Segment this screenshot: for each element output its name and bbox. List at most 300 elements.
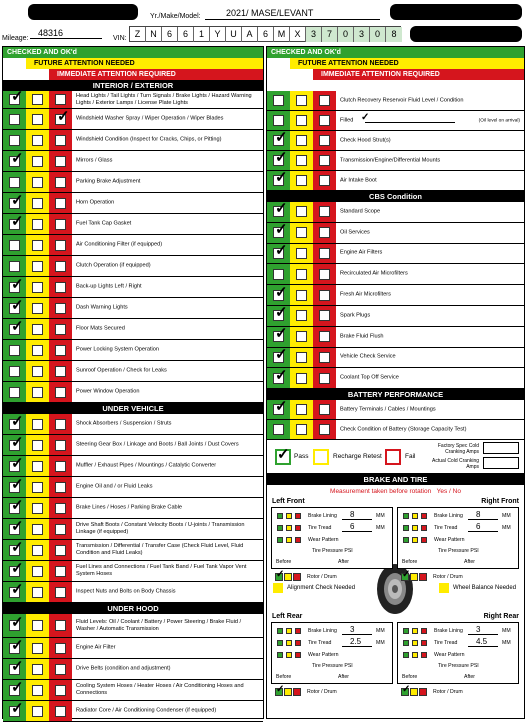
immediate-checkbox[interactable] bbox=[319, 95, 330, 106]
checklist-item-label: Filled bbox=[340, 117, 354, 123]
ok-checkbox[interactable] bbox=[9, 261, 20, 272]
ok-checkbox[interactable] bbox=[9, 240, 20, 251]
measurement-label: Measurement taken before rotation bbox=[330, 488, 432, 496]
ok-checkbox[interactable] bbox=[403, 652, 409, 658]
future-checkbox[interactable] bbox=[32, 261, 43, 272]
immediate-checkbox[interactable] bbox=[421, 537, 427, 543]
immediate-checkbox[interactable] bbox=[55, 461, 66, 472]
immediate-checkbox[interactable] bbox=[55, 706, 66, 717]
future-rotor-checkbox[interactable] bbox=[284, 688, 292, 696]
future-checkbox[interactable] bbox=[32, 643, 43, 654]
immediate-checkbox[interactable] bbox=[319, 227, 330, 238]
future-checkbox[interactable] bbox=[32, 282, 43, 293]
ok-checkbox[interactable] bbox=[273, 283, 288, 301]
future-checkbox[interactable] bbox=[296, 206, 307, 217]
immediate-checkbox[interactable] bbox=[55, 94, 66, 105]
immediate-column bbox=[49, 435, 72, 455]
immediate-checkbox[interactable] bbox=[55, 387, 66, 398]
actual-cca-box[interactable] bbox=[483, 457, 519, 469]
checklist-row bbox=[3, 701, 263, 722]
checklist-row bbox=[3, 680, 263, 701]
future-checkbox[interactable] bbox=[32, 387, 43, 398]
immediate-checkbox[interactable] bbox=[55, 482, 66, 493]
ok-column bbox=[3, 414, 26, 434]
future-checkbox[interactable] bbox=[32, 461, 43, 472]
immediate-checkbox[interactable] bbox=[421, 513, 427, 519]
ok-column bbox=[3, 456, 26, 476]
ok-column bbox=[3, 477, 26, 497]
immediate-column bbox=[49, 477, 72, 497]
future-checkbox[interactable] bbox=[32, 345, 43, 356]
vin-char: 3 bbox=[354, 27, 370, 42]
after-label: After bbox=[464, 674, 475, 681]
immediate-checkbox[interactable] bbox=[55, 282, 66, 293]
wheel-balance-label: Wheel Balance Needed bbox=[453, 585, 517, 592]
check-icon: ✓ bbox=[361, 111, 370, 123]
check-icon: ✓ bbox=[11, 614, 24, 631]
future-checkbox[interactable] bbox=[296, 352, 307, 363]
ok-checkbox[interactable] bbox=[273, 241, 288, 259]
future-checkbox[interactable] bbox=[32, 685, 43, 696]
future-checkbox[interactable] bbox=[412, 513, 418, 519]
factory-cca-box[interactable] bbox=[483, 442, 519, 454]
tire-block-lr bbox=[271, 622, 393, 684]
immediate-checkbox[interactable] bbox=[295, 525, 301, 531]
fail-legend-box bbox=[385, 449, 401, 465]
immediate-checkbox[interactable] bbox=[295, 652, 301, 658]
future-checkbox[interactable] bbox=[32, 706, 43, 717]
checklist-item-label: Dash Warning Lights bbox=[76, 304, 128, 311]
immediate-column bbox=[49, 91, 72, 108]
ok-column bbox=[3, 361, 26, 381]
mileage-label: Mileage: bbox=[2, 35, 29, 42]
check-icon: ✓ bbox=[11, 636, 24, 654]
check-icon: ✓ bbox=[275, 325, 288, 343]
checklist-item-label: Fluid Levels: Oil / Coolant / Battery / Power Steering / Brake Fluid / Washer / Automatic Transmission bbox=[76, 618, 242, 632]
ok-checkbox[interactable] bbox=[9, 88, 24, 105]
future-checkbox[interactable] bbox=[286, 640, 292, 646]
ok-column bbox=[267, 420, 290, 439]
immediate-checkbox[interactable] bbox=[55, 440, 66, 451]
immediate-checkbox[interactable] bbox=[421, 628, 427, 634]
immediate-checkbox[interactable] bbox=[319, 352, 330, 363]
ok-checkbox[interactable] bbox=[9, 699, 24, 717]
ok-column bbox=[3, 614, 26, 637]
future-checkbox[interactable] bbox=[32, 664, 43, 675]
future-column bbox=[26, 109, 49, 129]
immediate-checkbox[interactable] bbox=[319, 175, 330, 186]
immediate-checkbox[interactable] bbox=[55, 643, 66, 654]
future-column bbox=[26, 151, 49, 171]
ok-checkbox[interactable] bbox=[9, 191, 24, 209]
future-checkbox[interactable] bbox=[296, 404, 307, 415]
checklist-row bbox=[3, 561, 263, 582]
ok-checkbox[interactable] bbox=[273, 200, 288, 218]
immediate-checkbox[interactable] bbox=[319, 248, 330, 259]
tire-measure-label: Brake Lining bbox=[434, 513, 463, 520]
future-checkbox[interactable] bbox=[286, 525, 292, 531]
checklist-row bbox=[3, 582, 263, 603]
future-checkbox[interactable] bbox=[412, 652, 418, 658]
tire-measure-value: 8 bbox=[476, 510, 481, 520]
check-icon: ✓ bbox=[11, 149, 24, 167]
ok-column bbox=[3, 382, 26, 402]
future-checkbox[interactable] bbox=[32, 135, 43, 146]
ok-rotor-checkbox[interactable] bbox=[401, 569, 411, 581]
future-checkbox[interactable] bbox=[32, 587, 43, 598]
immediate-checkbox[interactable] bbox=[319, 331, 330, 342]
section-header: INTERIOR / EXTERIOR bbox=[3, 80, 263, 91]
immediate-column bbox=[313, 171, 336, 190]
immediate-checkbox[interactable] bbox=[55, 219, 66, 230]
rotor-drum-label: Rotor / Drum bbox=[307, 574, 337, 581]
ok-checkbox[interactable] bbox=[9, 212, 24, 230]
immediate-checkbox[interactable] bbox=[55, 135, 66, 146]
immediate-checkbox[interactable] bbox=[55, 177, 66, 188]
immediate-checkbox[interactable] bbox=[55, 685, 66, 696]
checklist-item-label: Coolant Top Off Service bbox=[340, 374, 399, 381]
future-checkbox[interactable] bbox=[296, 227, 307, 238]
future-bar-right: FUTURE ATTENTION NEEDED bbox=[290, 58, 524, 69]
alignment-check-box[interactable] bbox=[273, 583, 283, 593]
future-checkbox[interactable] bbox=[296, 95, 307, 106]
tire-pressure-label: Tire Pressure PSI bbox=[312, 548, 353, 555]
checklist-row bbox=[3, 277, 263, 298]
ok-checkbox[interactable] bbox=[277, 537, 283, 543]
ok-checkbox[interactable] bbox=[403, 525, 409, 531]
future-checkbox[interactable] bbox=[32, 303, 43, 314]
future-rotor-checkbox[interactable] bbox=[410, 573, 418, 581]
checklist-row bbox=[267, 368, 524, 389]
checklist-row bbox=[267, 223, 524, 244]
checklist-item-label: Mirrors / Glass bbox=[76, 157, 113, 164]
wheel-balance-box[interactable] bbox=[439, 583, 449, 593]
check-icon: ✓ bbox=[11, 317, 24, 335]
ok-checkbox[interactable] bbox=[9, 559, 24, 577]
check-icon: ✓ bbox=[402, 684, 411, 696]
immediate-checkbox[interactable] bbox=[319, 373, 330, 384]
immediate-checkbox[interactable] bbox=[295, 628, 301, 634]
future-column bbox=[26, 519, 49, 539]
ok-checkbox[interactable] bbox=[9, 580, 24, 598]
immediate-checkbox[interactable] bbox=[319, 155, 330, 166]
immediate-column bbox=[49, 561, 72, 581]
ok-checkbox[interactable] bbox=[9, 412, 24, 430]
ok-checkbox[interactable] bbox=[273, 269, 284, 280]
immediate-checkbox[interactable] bbox=[319, 290, 330, 301]
check-icon: ✓ bbox=[275, 200, 288, 218]
ok-checkbox[interactable] bbox=[9, 296, 24, 314]
ok-checkbox[interactable] bbox=[9, 149, 24, 167]
immediate-checkbox[interactable] bbox=[319, 310, 330, 321]
future-column bbox=[290, 91, 313, 110]
future-checkbox[interactable] bbox=[32, 503, 43, 514]
immediate-checkbox[interactable] bbox=[55, 587, 66, 598]
ok-column bbox=[3, 519, 26, 539]
ok-rotor-checkbox[interactable] bbox=[275, 684, 285, 696]
immediate-checkbox[interactable] bbox=[295, 537, 301, 543]
future-checkbox[interactable] bbox=[286, 513, 292, 519]
future-checkbox[interactable] bbox=[286, 652, 292, 658]
future-column bbox=[26, 701, 49, 721]
future-checkbox[interactable] bbox=[412, 640, 418, 646]
ok-checkbox[interactable] bbox=[9, 496, 24, 514]
checklist-row bbox=[3, 659, 263, 680]
immediate-checkbox[interactable] bbox=[55, 303, 66, 314]
ok-checkbox[interactable] bbox=[273, 424, 284, 435]
checklist-item-label: Windshield Washer Spray / Wiper Operation / Wiper Blades bbox=[76, 115, 224, 122]
section-header: UNDER VEHICLE bbox=[3, 403, 263, 414]
future-checkbox[interactable] bbox=[32, 114, 43, 125]
ok-checkbox[interactable] bbox=[9, 177, 20, 188]
checklist-item-label: Standard Scope bbox=[340, 208, 381, 215]
check-icon: ✓ bbox=[275, 366, 288, 384]
ok-checkbox[interactable] bbox=[9, 387, 20, 398]
check-icon: ✓ bbox=[11, 678, 24, 696]
immediate-rotor-checkbox[interactable] bbox=[293, 688, 301, 696]
future-checkbox[interactable] bbox=[32, 419, 43, 430]
redacted-header-left bbox=[28, 4, 138, 20]
ok-checkbox[interactable] bbox=[277, 640, 283, 646]
future-checkbox[interactable] bbox=[32, 524, 43, 535]
immediate-checkbox[interactable] bbox=[55, 240, 66, 251]
tire-block-rf bbox=[397, 507, 519, 569]
future-checkbox[interactable] bbox=[32, 324, 43, 335]
checklist-row bbox=[3, 235, 263, 256]
ok-checkbox[interactable] bbox=[9, 114, 20, 125]
ok-checkbox[interactable] bbox=[273, 221, 288, 239]
ok-column bbox=[267, 91, 290, 110]
vin-char: 8 bbox=[386, 27, 402, 42]
rotor-drum-label: Rotor / Drum bbox=[433, 574, 463, 581]
future-column bbox=[26, 193, 49, 213]
ok-checkbox[interactable] bbox=[9, 135, 20, 146]
checklist-row bbox=[3, 130, 263, 151]
future-checkbox[interactable] bbox=[296, 269, 307, 280]
future-checkbox[interactable] bbox=[32, 366, 43, 377]
before-label: Before bbox=[276, 674, 292, 681]
future-column bbox=[26, 680, 49, 700]
vin-char: M bbox=[274, 27, 290, 42]
future-checkbox[interactable] bbox=[296, 424, 307, 435]
ok-column bbox=[267, 111, 290, 130]
immediate-checkbox[interactable] bbox=[319, 424, 330, 435]
ok-checkbox[interactable] bbox=[9, 678, 24, 696]
future-checkbox[interactable] bbox=[32, 482, 43, 493]
future-checkbox[interactable] bbox=[296, 373, 307, 384]
immediate-checkbox[interactable] bbox=[55, 664, 66, 675]
tire-measure-label: Tire Tread bbox=[434, 525, 458, 532]
ok-checkbox[interactable] bbox=[9, 538, 24, 556]
future-column bbox=[290, 223, 313, 243]
immediate-column bbox=[313, 151, 336, 170]
checklist-item-label: Cooling System Hoses / Heater Hoses / Air Conditioning Hoses and Connections bbox=[76, 683, 244, 696]
ok-checkbox[interactable] bbox=[277, 628, 283, 634]
immediate-rotor-checkbox[interactable] bbox=[293, 573, 301, 581]
immediate-column bbox=[313, 244, 336, 264]
tire-image bbox=[371, 563, 419, 615]
future-checkbox[interactable] bbox=[412, 537, 418, 543]
future-rotor-checkbox[interactable] bbox=[284, 573, 292, 581]
future-checkbox[interactable] bbox=[32, 566, 43, 577]
immediate-checkbox[interactable] bbox=[55, 324, 66, 335]
ok-column bbox=[3, 498, 26, 518]
vin-char: U bbox=[226, 27, 242, 42]
ok-checkbox[interactable] bbox=[9, 657, 24, 675]
ok-checkbox[interactable] bbox=[9, 433, 24, 451]
checklist-item-label: Back-up Lights Left / Right bbox=[76, 283, 142, 290]
ok-checkbox[interactable] bbox=[277, 513, 283, 519]
immediate-checkbox[interactable] bbox=[421, 640, 427, 646]
future-checkbox[interactable] bbox=[32, 440, 43, 451]
ok-checkbox[interactable] bbox=[273, 325, 288, 343]
future-column bbox=[290, 111, 313, 130]
immediate-checkbox[interactable] bbox=[55, 366, 66, 377]
immediate-column bbox=[49, 582, 72, 602]
ok-checkbox[interactable] bbox=[403, 537, 409, 543]
future-checkbox[interactable] bbox=[286, 628, 292, 634]
ok-checkbox[interactable] bbox=[403, 640, 409, 646]
immediate-checkbox[interactable] bbox=[55, 545, 66, 556]
future-checkbox[interactable] bbox=[296, 155, 307, 166]
immediate-checkbox[interactable] bbox=[55, 107, 70, 125]
future-column bbox=[26, 298, 49, 318]
ok-checkbox[interactable] bbox=[273, 149, 288, 166]
checklist-row bbox=[267, 202, 524, 223]
left-checklist-body bbox=[3, 80, 263, 722]
future-column bbox=[290, 306, 313, 326]
future-checkbox[interactable] bbox=[32, 545, 43, 556]
future-checkbox[interactable] bbox=[286, 537, 292, 543]
ok-checkbox[interactable] bbox=[9, 275, 24, 293]
checklist-item-label: Check Condition of Battery (Storage Capacity Test) bbox=[340, 426, 467, 433]
future-checkbox[interactable] bbox=[296, 290, 307, 301]
ok-rotor-checkbox[interactable] bbox=[401, 684, 411, 696]
check-icon: ✓ bbox=[275, 241, 288, 259]
checklist-row bbox=[3, 498, 263, 519]
immediate-checkbox[interactable] bbox=[421, 652, 427, 658]
immediate-checkbox[interactable] bbox=[319, 404, 330, 415]
ok-checkbox[interactable] bbox=[9, 317, 24, 335]
ok-checkbox[interactable] bbox=[273, 345, 288, 363]
checklist-row bbox=[267, 420, 524, 440]
future-checkbox[interactable] bbox=[32, 240, 43, 251]
immediate-column bbox=[313, 420, 336, 439]
brake-tire-header: BRAKE AND TIRE bbox=[267, 474, 524, 485]
immediate-column bbox=[49, 498, 72, 518]
ok-checkbox[interactable] bbox=[9, 614, 24, 631]
immediate-checkbox[interactable] bbox=[319, 269, 330, 280]
ok-checkbox[interactable] bbox=[277, 525, 283, 531]
ok-checkbox[interactable] bbox=[273, 304, 288, 322]
future-checkbox[interactable] bbox=[296, 135, 307, 146]
future-column bbox=[26, 361, 49, 381]
future-checkbox[interactable] bbox=[32, 94, 43, 105]
checklist-item-label: Battery Terminals / Cables / Mountings bbox=[340, 406, 436, 413]
immediate-checkbox[interactable] bbox=[55, 261, 66, 272]
immediate-checkbox[interactable] bbox=[55, 419, 66, 430]
future-checkbox[interactable] bbox=[296, 331, 307, 342]
ok-checkbox[interactable] bbox=[9, 366, 20, 377]
ok-checkbox[interactable] bbox=[403, 513, 409, 519]
future-checkbox[interactable] bbox=[32, 198, 43, 209]
future-checkbox[interactable] bbox=[32, 177, 43, 188]
future-checkbox[interactable] bbox=[296, 175, 307, 186]
immediate-checkbox[interactable] bbox=[55, 524, 66, 535]
immediate-checkbox[interactable] bbox=[55, 198, 66, 209]
ok-checkbox[interactable] bbox=[273, 398, 288, 416]
ok-checkbox[interactable] bbox=[9, 636, 24, 654]
immediate-checkbox[interactable] bbox=[55, 566, 66, 577]
before-label: Before bbox=[276, 559, 292, 566]
immediate-checkbox[interactable] bbox=[319, 206, 330, 217]
ok-rotor-checkbox[interactable] bbox=[275, 569, 285, 581]
future-rotor-checkbox[interactable] bbox=[410, 688, 418, 696]
ok-checkbox[interactable] bbox=[9, 517, 24, 535]
immediate-checkbox[interactable] bbox=[319, 115, 330, 126]
ok-column bbox=[3, 540, 26, 560]
ok-checkbox[interactable] bbox=[273, 366, 288, 384]
immediate-checkbox[interactable] bbox=[295, 513, 301, 519]
mm-unit-label: MM bbox=[376, 513, 385, 520]
ok-column bbox=[267, 264, 290, 284]
immediate-checkbox[interactable] bbox=[55, 156, 66, 167]
check-icon: ✓ bbox=[11, 538, 24, 556]
future-checkbox[interactable] bbox=[412, 628, 418, 634]
immediate-checkbox[interactable] bbox=[421, 525, 427, 531]
ok-checkbox[interactable] bbox=[273, 129, 288, 146]
immediate-column bbox=[313, 111, 336, 130]
future-checkbox[interactable] bbox=[296, 248, 307, 259]
immediate-column bbox=[49, 235, 72, 255]
immediate-checkbox[interactable] bbox=[55, 503, 66, 514]
check-icon: ✓ bbox=[275, 398, 288, 416]
tire-measure-value: 3 bbox=[476, 625, 481, 635]
immediate-checkbox[interactable] bbox=[55, 345, 66, 356]
immediate-rotor-checkbox[interactable] bbox=[419, 573, 427, 581]
future-checkbox[interactable] bbox=[296, 310, 307, 321]
ok-checkbox[interactable] bbox=[403, 628, 409, 634]
future-checkbox[interactable] bbox=[32, 219, 43, 230]
immediate-column bbox=[313, 400, 336, 419]
ok-checkbox[interactable] bbox=[9, 475, 24, 493]
ok-checkbox[interactable] bbox=[273, 115, 284, 126]
immediate-column bbox=[49, 456, 72, 476]
immediate-column bbox=[49, 256, 72, 276]
immediate-checkbox[interactable] bbox=[55, 620, 66, 631]
future-checkbox[interactable] bbox=[32, 620, 43, 631]
immediate-checkbox[interactable] bbox=[319, 135, 330, 146]
future-checkbox[interactable] bbox=[412, 525, 418, 531]
ok-column bbox=[3, 256, 26, 276]
immediate-rotor-checkbox[interactable] bbox=[419, 688, 427, 696]
tire-measure-value: 3 bbox=[350, 625, 355, 635]
ok-checkbox[interactable] bbox=[9, 454, 24, 472]
future-column bbox=[290, 264, 313, 284]
checklist-row bbox=[3, 109, 263, 130]
ok-checkbox[interactable] bbox=[273, 169, 288, 186]
ok-checkbox[interactable] bbox=[277, 652, 283, 658]
ok-checkbox[interactable] bbox=[273, 95, 284, 106]
battery-legend bbox=[267, 440, 524, 474]
ok-checkbox[interactable] bbox=[9, 345, 20, 356]
ok-column bbox=[3, 172, 26, 192]
check-icon: ✓ bbox=[11, 580, 24, 598]
future-checkbox[interactable] bbox=[296, 115, 307, 126]
future-column bbox=[290, 151, 313, 170]
immediate-checkbox[interactable] bbox=[295, 640, 301, 646]
future-checkbox[interactable] bbox=[32, 156, 43, 167]
